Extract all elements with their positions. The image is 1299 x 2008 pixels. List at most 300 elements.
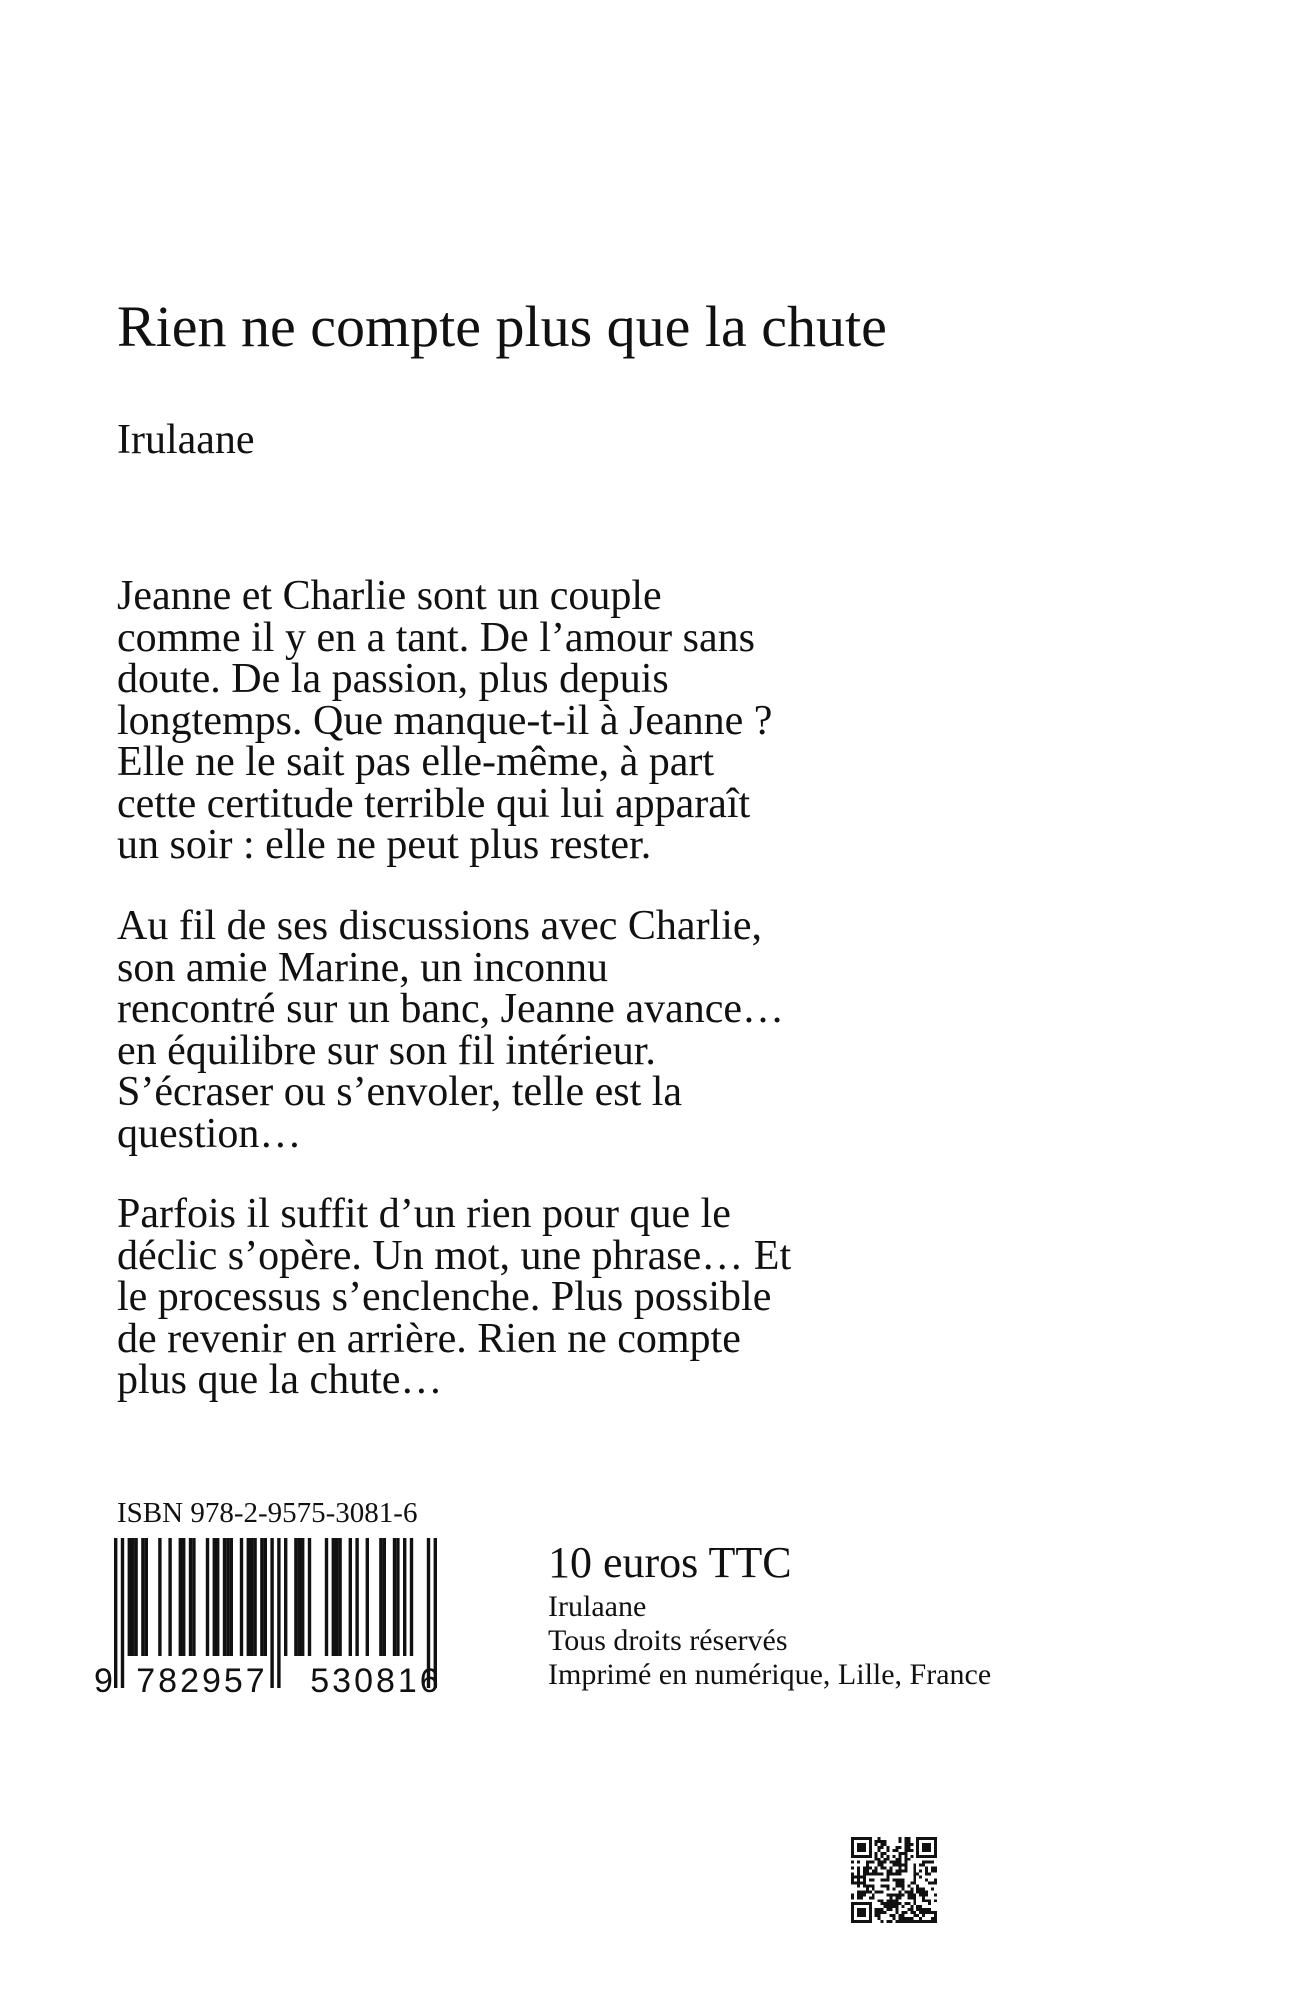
qr-module xyxy=(925,1911,928,1914)
barcode-icon xyxy=(78,1538,488,1698)
qr-module xyxy=(878,1849,881,1852)
qr-module xyxy=(866,1861,869,1864)
qr-module xyxy=(860,1893,863,1896)
qr-module xyxy=(922,1843,925,1846)
qr-module xyxy=(934,1846,937,1849)
qr-module xyxy=(928,1846,931,1849)
qr-module xyxy=(890,1870,893,1873)
qr-module xyxy=(884,1843,887,1846)
qr-module xyxy=(854,1876,857,1879)
qr-module xyxy=(881,1884,884,1887)
qr-module xyxy=(916,1855,919,1858)
qr-module xyxy=(901,1905,904,1908)
qr-module xyxy=(887,1908,890,1911)
qr-module xyxy=(931,1917,934,1920)
qr-module xyxy=(851,1840,854,1843)
qr-module xyxy=(904,1846,907,1849)
qr-module xyxy=(913,1911,916,1914)
barcode-bar xyxy=(168,1538,171,1656)
qr-module xyxy=(907,1890,910,1893)
qr-module xyxy=(857,1873,860,1876)
qr-module xyxy=(910,1887,913,1890)
qr-module xyxy=(857,1884,860,1887)
qr-module xyxy=(898,1881,901,1884)
qr-module xyxy=(851,1855,854,1858)
qr-module xyxy=(875,1911,878,1914)
qr-module xyxy=(931,1881,934,1884)
qr-module xyxy=(863,1843,866,1846)
barcode-bar xyxy=(308,1538,311,1656)
qr-module xyxy=(887,1887,890,1890)
qr-module xyxy=(851,1896,854,1899)
qr-module xyxy=(895,1873,898,1876)
barcode-bar xyxy=(301,1538,304,1656)
qr-module xyxy=(893,1864,896,1867)
qr-module xyxy=(869,1855,872,1858)
qr-module xyxy=(860,1855,863,1858)
qr-module xyxy=(869,1884,872,1887)
qr-module xyxy=(919,1890,922,1893)
qr-module xyxy=(895,1864,898,1867)
barcode-bar xyxy=(128,1538,131,1656)
qr-module xyxy=(913,1867,916,1870)
qr-module xyxy=(866,1887,869,1890)
qr-module xyxy=(904,1867,907,1870)
qr-module xyxy=(931,1855,934,1858)
qr-module xyxy=(869,1852,872,1855)
qr-module xyxy=(869,1849,872,1852)
qr-module xyxy=(869,1840,872,1843)
qr-module xyxy=(893,1879,896,1882)
qr-module xyxy=(934,1867,937,1870)
qr-module xyxy=(928,1881,931,1884)
qr-module xyxy=(863,1849,866,1852)
qr-module xyxy=(875,1867,878,1870)
qr-module xyxy=(922,1864,925,1867)
qr-module xyxy=(904,1917,907,1920)
qr-module xyxy=(863,1893,866,1896)
qr-module xyxy=(907,1896,910,1899)
qr-module xyxy=(898,1864,901,1867)
qr-module xyxy=(904,1858,907,1861)
qr-module xyxy=(863,1914,866,1917)
qr-module xyxy=(910,1911,913,1914)
qr-module xyxy=(919,1905,922,1908)
barcode-bar xyxy=(270,1538,273,1688)
qr-module xyxy=(857,1870,860,1873)
qr-module xyxy=(893,1887,896,1890)
barcode-bar xyxy=(298,1538,301,1656)
qr-module xyxy=(925,1870,928,1873)
qr-module xyxy=(869,1890,872,1893)
qr-module xyxy=(895,1849,898,1852)
qr-module xyxy=(916,1837,919,1840)
qr-module xyxy=(901,1914,904,1917)
qr-module xyxy=(881,1861,884,1864)
qr-module xyxy=(904,1890,907,1893)
qr-module xyxy=(904,1852,907,1855)
book-author: Irulaane xyxy=(117,417,255,463)
barcode-bar xyxy=(294,1538,297,1656)
barcode-bar xyxy=(338,1538,341,1656)
qr-module xyxy=(851,1902,854,1905)
qr-module xyxy=(898,1855,901,1858)
qr-module xyxy=(866,1855,869,1858)
barcode-bar xyxy=(332,1538,335,1656)
qr-module xyxy=(878,1840,881,1843)
qr-module xyxy=(901,1917,904,1920)
qr-module xyxy=(887,1902,890,1905)
qr-module xyxy=(922,1855,925,1858)
qr-module xyxy=(863,1867,866,1870)
qr-module xyxy=(916,1852,919,1855)
qr-module xyxy=(922,1911,925,1914)
qr-module xyxy=(898,1840,901,1843)
qr-module xyxy=(922,1837,925,1840)
barcode-bar xyxy=(260,1538,263,1656)
qr-module xyxy=(893,1914,896,1917)
qr-module xyxy=(913,1914,916,1917)
qr-module xyxy=(910,1908,913,1911)
qr-module xyxy=(922,1914,925,1917)
qr-module xyxy=(854,1855,857,1858)
qr-module xyxy=(928,1908,931,1911)
qr-module xyxy=(931,1861,934,1864)
qr-module xyxy=(919,1864,922,1867)
qr-module xyxy=(898,1914,901,1917)
qr-module xyxy=(854,1902,857,1905)
qr-module xyxy=(851,1893,854,1896)
qr-module xyxy=(910,1855,913,1858)
qr-module xyxy=(901,1870,904,1873)
qr-module xyxy=(934,1911,937,1914)
qr-module xyxy=(851,1920,854,1923)
qr-module xyxy=(916,1884,919,1887)
qr-module xyxy=(890,1861,893,1864)
qr-module xyxy=(851,1881,854,1884)
barcode-bar xyxy=(325,1538,328,1656)
qr-module xyxy=(875,1873,878,1876)
qr-module xyxy=(907,1917,910,1920)
qr-module xyxy=(916,1920,919,1923)
qr-module xyxy=(913,1881,916,1884)
qr-module xyxy=(887,1879,890,1882)
barcode xyxy=(78,1538,488,1698)
qr-module xyxy=(851,1914,854,1917)
blurb-paragraph: Jeanne et Charlie sont un couple comme il y en a tant. De l’amour sans doute. De la passion, plus depuis longtemps. Que manque-t-il à Jeanne ? Elle ne le sait pas elle-même, à part cette certitude terrible qui lui apparaît un soir : elle ne peut plus rester. xyxy=(117,573,773,868)
qr-module xyxy=(866,1837,869,1840)
qr-code-icon xyxy=(851,1837,937,1923)
qr-module xyxy=(919,1876,922,1879)
qr-module xyxy=(934,1855,937,1858)
qr-module xyxy=(857,1855,860,1858)
qr-module xyxy=(851,1837,854,1840)
qr-module xyxy=(898,1837,901,1840)
barcode-bar xyxy=(403,1538,406,1656)
qr-module xyxy=(916,1908,919,1911)
publisher: Irulaane xyxy=(548,1590,647,1623)
qr-module xyxy=(860,1914,863,1917)
qr-module xyxy=(898,1873,901,1876)
qr-module xyxy=(934,1893,937,1896)
barcode-bar xyxy=(223,1538,226,1656)
qr-module xyxy=(904,1843,907,1846)
qr-module xyxy=(925,1879,928,1882)
qr-module xyxy=(869,1867,872,1870)
qr-module xyxy=(922,1920,925,1923)
qr-module xyxy=(857,1876,860,1879)
barcode-digits-right: 530816 xyxy=(310,1662,442,1698)
qr-module xyxy=(925,1846,928,1849)
qr-module xyxy=(881,1908,884,1911)
qr-module xyxy=(881,1873,884,1876)
qr-module xyxy=(934,1840,937,1843)
qr-module xyxy=(872,1873,875,1876)
barcode-bar xyxy=(284,1538,287,1656)
qr-module xyxy=(890,1902,893,1905)
qr-module xyxy=(887,1920,890,1923)
qr-module xyxy=(916,1905,919,1908)
qr-module xyxy=(884,1867,887,1870)
qr-module xyxy=(928,1855,931,1858)
qr-module xyxy=(869,1837,872,1840)
qr-module xyxy=(913,1864,916,1867)
qr-module xyxy=(922,1893,925,1896)
qr-module xyxy=(934,1899,937,1902)
qr-module xyxy=(910,1917,913,1920)
qr-module xyxy=(907,1837,910,1840)
qr-module xyxy=(931,1920,934,1923)
qr-module xyxy=(898,1902,901,1905)
qr-module xyxy=(872,1879,875,1882)
qr-module xyxy=(863,1902,866,1905)
qr-module xyxy=(884,1884,887,1887)
qr-module xyxy=(857,1896,860,1899)
qr-module xyxy=(881,1899,884,1902)
qr-module xyxy=(934,1914,937,1917)
qr-module xyxy=(881,1852,884,1855)
qr-module xyxy=(851,1849,854,1852)
book-title: Rien ne compte plus que la chute xyxy=(117,294,887,359)
qr-module xyxy=(907,1840,910,1843)
barcode-bar xyxy=(226,1538,229,1656)
qr-module xyxy=(904,1849,907,1852)
qr-module xyxy=(910,1843,913,1846)
qr-module xyxy=(857,1843,860,1846)
qr-module xyxy=(878,1911,881,1914)
qr-module xyxy=(913,1873,916,1876)
barcode-bar xyxy=(355,1538,358,1656)
barcode-bar xyxy=(247,1538,250,1656)
qr-module xyxy=(863,1911,866,1914)
qr-module xyxy=(875,1852,878,1855)
qr-module xyxy=(928,1899,931,1902)
qr-module xyxy=(866,1864,869,1867)
qr-module xyxy=(895,1896,898,1899)
qr-module xyxy=(910,1896,913,1899)
qr-module xyxy=(919,1893,922,1896)
qr-module xyxy=(887,1905,890,1908)
qr-module xyxy=(872,1893,875,1896)
qr-module xyxy=(863,1881,866,1884)
qr-module xyxy=(851,1876,854,1879)
qr-module xyxy=(928,1849,931,1852)
qr-module xyxy=(925,1849,928,1852)
qr-module xyxy=(934,1879,937,1882)
barcode-bar xyxy=(379,1538,382,1656)
qr-module xyxy=(869,1905,872,1908)
qr-module xyxy=(925,1908,928,1911)
qr-module xyxy=(875,1914,878,1917)
qr-module xyxy=(893,1855,896,1858)
qr-module xyxy=(875,1840,878,1843)
qr-module xyxy=(893,1893,896,1896)
qr-module xyxy=(866,1870,869,1873)
qr-module xyxy=(895,1870,898,1873)
barcode-bar xyxy=(335,1538,338,1656)
qr-module xyxy=(854,1920,857,1923)
qr-module xyxy=(869,1843,872,1846)
qr-module xyxy=(907,1843,910,1846)
qr-module xyxy=(866,1884,869,1887)
qr-module xyxy=(860,1908,863,1911)
qr-module xyxy=(895,1905,898,1908)
qr-module xyxy=(931,1911,934,1914)
qr-module xyxy=(860,1837,863,1840)
qr-module xyxy=(857,1846,860,1849)
qr-module xyxy=(857,1879,860,1882)
qr-module xyxy=(925,1893,928,1896)
qr-module xyxy=(875,1843,878,1846)
qr-module xyxy=(866,1873,869,1876)
qr-module xyxy=(904,1837,907,1840)
qr-module xyxy=(857,1893,860,1896)
qr-module xyxy=(904,1902,907,1905)
qr-module xyxy=(884,1911,887,1914)
qr-module xyxy=(922,1908,925,1911)
qr-module xyxy=(916,1887,919,1890)
barcode-bar xyxy=(179,1538,182,1656)
qr-module xyxy=(913,1899,916,1902)
qr-module xyxy=(878,1917,881,1920)
qr-module xyxy=(881,1911,884,1914)
qr-module xyxy=(901,1879,904,1882)
qr-module xyxy=(907,1849,910,1852)
qr-module xyxy=(895,1902,898,1905)
qr-module xyxy=(887,1855,890,1858)
qr-module xyxy=(857,1890,860,1893)
barcode-bar xyxy=(206,1538,209,1656)
qr-module xyxy=(866,1920,869,1923)
qr-module xyxy=(857,1908,860,1911)
qr-module xyxy=(860,1902,863,1905)
qr-module xyxy=(910,1905,913,1908)
qr-module xyxy=(875,1870,878,1873)
qr-module xyxy=(925,1899,928,1902)
qr-module xyxy=(907,1908,910,1911)
qr-module xyxy=(890,1867,893,1870)
qr-module xyxy=(875,1890,878,1893)
qr-module xyxy=(851,1879,854,1882)
barcode-bar xyxy=(145,1538,148,1656)
qr-module xyxy=(893,1902,896,1905)
barcode-bar xyxy=(240,1538,243,1656)
qr-module xyxy=(869,1896,872,1899)
qr-module xyxy=(895,1908,898,1911)
qr-module xyxy=(881,1864,884,1867)
qr-module xyxy=(893,1917,896,1920)
barcode-bar xyxy=(366,1538,369,1656)
qr-module xyxy=(860,1876,863,1879)
qr-module xyxy=(910,1890,913,1893)
qr-module xyxy=(881,1879,884,1882)
qr-module xyxy=(910,1881,913,1884)
qr-module xyxy=(884,1879,887,1882)
qr-module xyxy=(907,1920,910,1923)
qr-module xyxy=(934,1837,937,1840)
qr-module xyxy=(860,1849,863,1852)
qr-module xyxy=(890,1899,893,1902)
qr-module xyxy=(928,1902,931,1905)
qr-module xyxy=(913,1896,916,1899)
qr-module xyxy=(895,1911,898,1914)
qr-module xyxy=(890,1893,893,1896)
qr-module xyxy=(878,1873,881,1876)
qr-module xyxy=(907,1858,910,1861)
qr-module xyxy=(860,1881,863,1884)
qr-module xyxy=(934,1870,937,1873)
qr-module xyxy=(910,1893,913,1896)
qr-module xyxy=(860,1890,863,1893)
barcode-bar xyxy=(216,1538,219,1656)
qr-module xyxy=(913,1902,916,1905)
qr-module xyxy=(881,1890,884,1893)
qr-module xyxy=(934,1881,937,1884)
qr-module xyxy=(875,1908,878,1911)
qr-module xyxy=(916,1873,919,1876)
qr-module xyxy=(934,1917,937,1920)
qr-module xyxy=(893,1861,896,1864)
barcode-bar xyxy=(114,1538,117,1688)
qr-module xyxy=(878,1861,881,1864)
qr-module xyxy=(893,1905,896,1908)
qr-module xyxy=(901,1864,904,1867)
qr-module xyxy=(860,1896,863,1899)
qr-module xyxy=(925,1843,928,1846)
qr-module xyxy=(901,1893,904,1896)
qr-module xyxy=(907,1893,910,1896)
qr-module xyxy=(925,1837,928,1840)
qr-module xyxy=(881,1920,884,1923)
qr-module xyxy=(898,1858,901,1861)
qr-module xyxy=(863,1920,866,1923)
qr-module xyxy=(863,1837,866,1840)
qr-module xyxy=(904,1870,907,1873)
qr-module xyxy=(878,1858,881,1861)
qr-module xyxy=(925,1855,928,1858)
qr-module xyxy=(878,1846,881,1849)
qr-module xyxy=(890,1905,893,1908)
qr-module xyxy=(857,1920,860,1923)
barcode-bar xyxy=(182,1538,185,1656)
qr-module xyxy=(928,1873,931,1876)
qr-module xyxy=(931,1887,934,1890)
qr-module xyxy=(904,1911,907,1914)
qr-module xyxy=(884,1840,887,1843)
qr-module xyxy=(919,1837,922,1840)
qr-module xyxy=(895,1881,898,1884)
qr-module xyxy=(872,1896,875,1899)
